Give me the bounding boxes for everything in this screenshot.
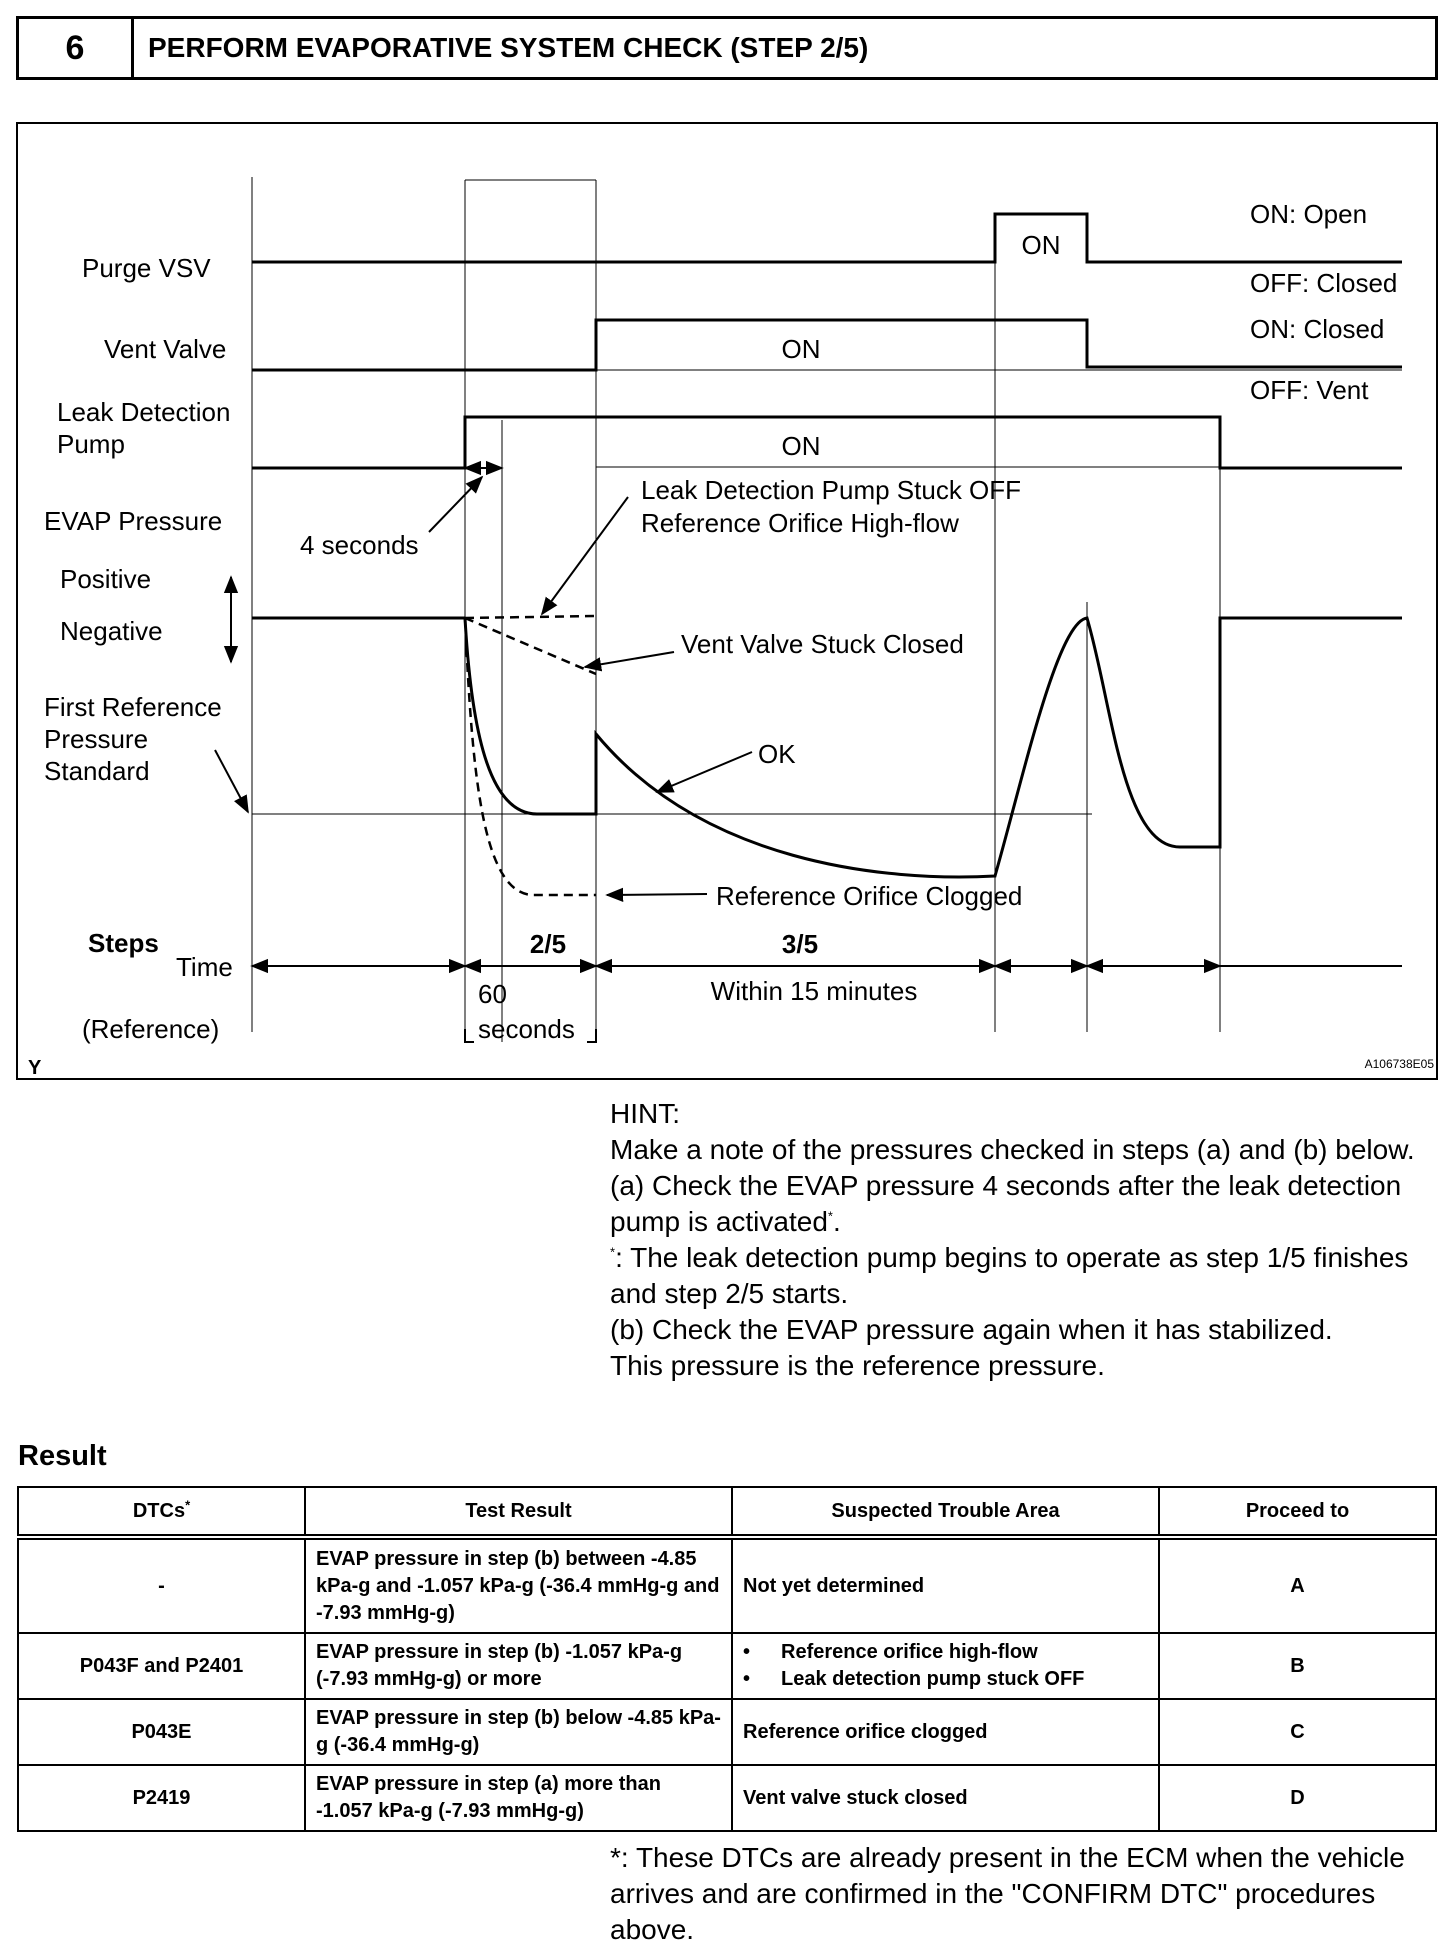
annotation-ref-clogged: Reference Orifice Clogged: [716, 881, 1023, 911]
label-evap-pressure: EVAP Pressure: [44, 506, 223, 536]
cell-dtc: P2419: [18, 1765, 305, 1831]
cell-dtc: P043E: [18, 1699, 305, 1765]
table-row: [18, 1699, 1436, 1765]
hint-line-2: (a) Check the EVAP pressure 4 seconds after the leak detection pump is activated*.: [610, 1170, 1402, 1237]
annotation-pump-stuck-2: Reference Orifice High-flow: [641, 508, 959, 538]
result-table: [17, 1486, 1437, 1832]
cell-test: EVAP pressure in step (b) below -4.85 kPa-g (-36.4 mmHg-g): [305, 1699, 732, 1765]
label-purge-vsv: Purge VSV: [82, 253, 211, 283]
cell-test: EVAP pressure in step (a) more than -1.057 kPa-g (-7.93 mmHg-g): [305, 1765, 732, 1831]
on-label-vent: ON: [781, 334, 821, 364]
hint-line-3: *: The leak detection pump begins to operate as step 1/5 finishes and step 2/5 starts.: [610, 1242, 1409, 1309]
label-first-ref-2: Pressure: [44, 724, 149, 754]
table-row: [18, 1633, 1436, 1699]
label-steps: Steps: [88, 928, 159, 958]
label-first-ref-3: Standard: [44, 756, 150, 786]
cell-proceed: D: [1159, 1765, 1436, 1831]
duration-sixty: 60: [478, 979, 507, 1009]
label-vent-valve: Vent Valve: [104, 334, 227, 364]
cell-area: Reference orifice clogged: [732, 1699, 1159, 1765]
step-2-5: 2/5: [529, 929, 567, 959]
label-corner: Y: [28, 1057, 42, 1078]
footnote: *: These DTCs are already present in the ECM when the vehicle arrives and are confirmed in the "CONFIRM DTC" procedures above.: [610, 1842, 1405, 1945]
annotation-four-seconds: 4 seconds: [300, 530, 419, 560]
duration-seconds: seconds: [478, 1014, 575, 1044]
annotation-pump-stuck-1: Leak Detection Pump Stuck OFF: [641, 475, 1022, 505]
header-dtcs: DTCs*: [18, 1487, 305, 1537]
cell-proceed: A: [1159, 1537, 1436, 1633]
cell-dtc: -: [18, 1537, 305, 1633]
table-header-row: [18, 1487, 1436, 1537]
timing-diagram: [16, 122, 1438, 1080]
cell-test: EVAP pressure in step (b) -1.057 kPa-g (-7.93 mmHg-g) or more: [305, 1633, 732, 1699]
cell-dtc: P043F and P2401: [18, 1633, 305, 1699]
on-label-purge: ON: [1021, 230, 1061, 260]
table-row: [18, 1765, 1436, 1831]
label-leak-pump-2: Pump: [57, 429, 125, 459]
label-leak-pump-1: Leak Detection: [57, 397, 231, 427]
state-on-open: ON: Open: [1250, 199, 1368, 229]
cell-proceed: C: [1159, 1699, 1436, 1765]
hint-line-5: This pressure is the reference pressure.: [610, 1350, 1105, 1381]
step-3-5: 3/5: [781, 929, 819, 959]
cell-area: Vent valve stuck closed: [732, 1765, 1159, 1831]
header-trouble-area: Suspected Trouble Area: [732, 1487, 1159, 1537]
table-row: [18, 1537, 1436, 1633]
label-first-ref-1: First Reference: [44, 692, 222, 722]
duration-within: Within 15 minutes: [710, 976, 918, 1006]
label-reference: (Reference): [82, 1014, 220, 1044]
cell-proceed: B: [1159, 1633, 1436, 1699]
label-negative: Negative: [60, 616, 163, 646]
annotation-ok: OK: [758, 739, 796, 769]
step-number: 6: [19, 19, 134, 77]
step-title: PERFORM EVAPORATIVE SYSTEM CHECK (STEP 2/5): [148, 32, 869, 63]
header-test-result: Test Result: [305, 1487, 732, 1537]
label-positive: Positive: [60, 564, 152, 594]
label-code: A106738E05: [1364, 1057, 1434, 1071]
state-on-closed: ON: Closed: [1250, 314, 1385, 344]
hint-line-4: (b) Check the EVAP pressure again when it has stabilized.: [610, 1314, 1333, 1345]
step-header: [16, 16, 1438, 80]
annotation-vent-stuck: Vent Valve Stuck Closed: [681, 629, 964, 659]
cell-area: Not yet determined: [732, 1537, 1159, 1633]
hint-block: [610, 1096, 1420, 1384]
header-proceed: Proceed to: [1159, 1487, 1436, 1537]
state-off-closed: OFF: Closed: [1250, 268, 1398, 298]
hint-title: HINT:: [610, 1098, 680, 1129]
on-label-pump: ON: [781, 431, 821, 461]
cell-area: • Reference orifice high-flow • Leak detection pump stuck OFF: [732, 1633, 1159, 1699]
hint-line-1: Make a note of the pressures checked in steps (a) and (b) below.: [610, 1134, 1415, 1165]
cell-test: EVAP pressure in step (b) between -4.85 kPa-g and -1.057 kPa-g (-36.4 mmHg-g and -7.93 mmHg-g): [305, 1537, 732, 1633]
state-off-vent: OFF: Vent: [1250, 375, 1369, 405]
label-time: Time: [176, 952, 233, 982]
result-label: Result: [18, 1440, 107, 1472]
